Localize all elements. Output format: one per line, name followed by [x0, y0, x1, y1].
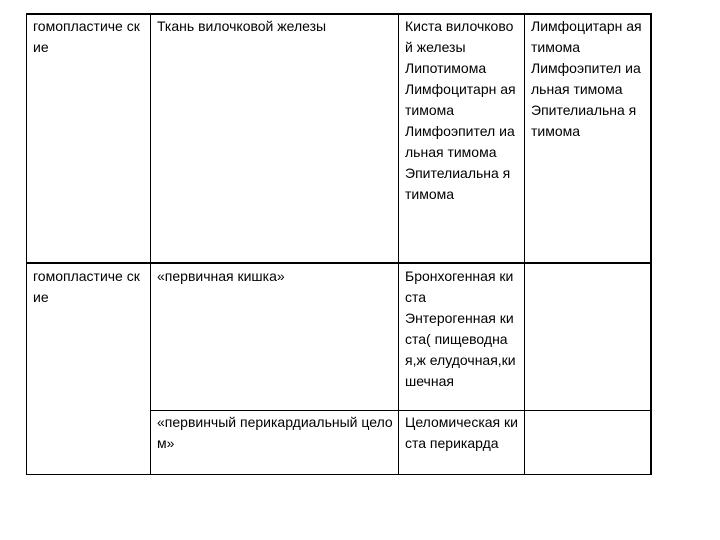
- row1-malignant-3: Эпителиальна я тимома: [531, 102, 637, 139]
- row-divider-1: [26, 262, 652, 264]
- row1-tumor-2: Липотимома: [405, 60, 487, 76]
- row3-source: «первинчый перикардиальный целом»: [157, 414, 393, 451]
- row2-tumor-2: Энтерогенная киста( пищеводная,ж елудочная,ки шечная: [405, 310, 516, 389]
- row1-malignant-1: Лимфоцитарн ая тимома: [531, 18, 642, 55]
- row1-source: Ткань вилочковой железы: [157, 18, 327, 34]
- row1-malignant-cell: [531, 16, 645, 142]
- row3-tumors-cell: [405, 412, 519, 454]
- row1-tumor-4: Лимфоэпител иальная тимома: [405, 123, 515, 160]
- border-right: [650, 13, 652, 475]
- col-divider-3: [524, 13, 525, 475]
- row2-type-cell: [33, 266, 145, 308]
- row3-tumor-1: Целомическая киста перикарда: [405, 414, 518, 451]
- row2-source: «первичная кишка»: [157, 268, 285, 284]
- border-top: [26, 13, 652, 15]
- row1-tumor-5: Эпителиальна я тимома: [405, 165, 511, 202]
- border-left: [26, 13, 27, 475]
- row2-type: гомопластиче ские: [33, 268, 140, 305]
- row3-source-cell: [157, 412, 393, 454]
- col-divider-1: [150, 13, 151, 475]
- row-divider-2: [150, 410, 650, 411]
- border-bottom: [26, 474, 652, 475]
- col-divider-2: [398, 13, 399, 475]
- row2-tumor-1: Бронхогенная киста: [405, 268, 514, 305]
- row1-source-cell: [157, 16, 393, 37]
- row1-type: гомопластиче ские: [33, 18, 140, 55]
- row1-type-cell: [33, 16, 145, 58]
- row1-tumors-cell: [405, 16, 519, 205]
- row1-tumor-1: Киста вилочковой железы: [405, 18, 514, 55]
- row2-tumors-cell: [405, 266, 519, 392]
- row1-tumor-3: Лимфоцитарн ая тимома: [405, 81, 516, 118]
- row1-malignant-2: Лимфоэпител иальная тимома: [531, 60, 641, 97]
- row2-source-cell: [157, 266, 393, 287]
